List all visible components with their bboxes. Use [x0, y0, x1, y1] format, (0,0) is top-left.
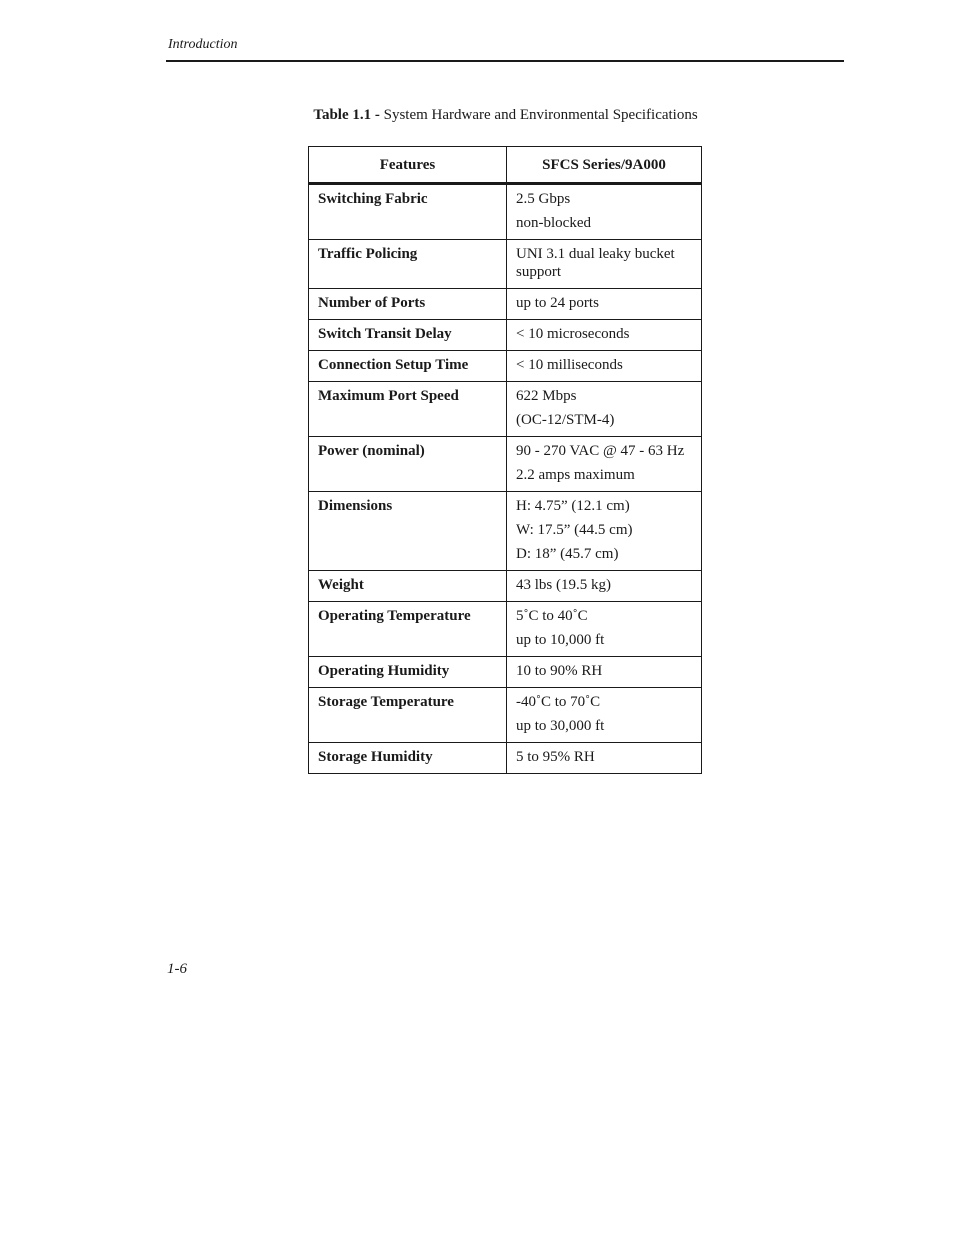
value-line: 2.2 amps maximum [516, 467, 635, 483]
table-row [309, 571, 702, 602]
running-head: Introduction [168, 37, 238, 52]
value-cell [507, 289, 702, 320]
table-row [309, 289, 702, 320]
value-cell [507, 437, 702, 492]
feature-cell: Connection Setup Time [309, 351, 507, 382]
value-line: -40˚C to 70˚C [516, 694, 601, 710]
feature-cell: Switching Fabric [309, 184, 507, 240]
feature-cell: Storage Temperature [309, 688, 507, 743]
feature-cell: Operating Humidity [309, 657, 507, 688]
value-line: 622 Mbps [516, 388, 577, 404]
table-caption-text: System Hardware and Environmental Specifications [383, 107, 698, 123]
table-row [309, 743, 702, 774]
feature-cell: Storage Humidity [309, 743, 507, 774]
table-row [309, 492, 702, 571]
feature-cell: Weight [309, 571, 507, 602]
value-line: (OC-12/STM-4) [516, 412, 615, 428]
value-line: 2.5 Gbps [516, 191, 571, 207]
value-line: 90 - 270 VAC @ 47 - 63 Hz [516, 443, 685, 459]
value-line: H: 4.75” (12.1 cm) [516, 498, 630, 514]
table-row [309, 184, 702, 240]
value-cell [507, 657, 702, 688]
table-row [309, 437, 702, 492]
spec-table [308, 146, 702, 774]
value-cell [507, 351, 702, 382]
table-row [309, 320, 702, 351]
value-line: D: 18” (45.7 cm) [516, 546, 619, 562]
table-caption [0, 107, 954, 124]
feature-cell: Traffic Policing [309, 240, 507, 289]
value-cell [507, 688, 702, 743]
table-row [309, 602, 702, 657]
value-line: 5˚C to 40˚C [516, 608, 588, 624]
spec-table-body [309, 184, 702, 774]
value-line: non-blocked [516, 215, 591, 231]
table-header-row [309, 147, 702, 184]
feature-cell: Maximum Port Speed [309, 382, 507, 437]
value-line: up to 30,000 ft [516, 718, 605, 734]
value-cell [507, 320, 702, 351]
table-row [309, 240, 702, 289]
table-row [309, 351, 702, 382]
table-row [309, 657, 702, 688]
feature-cell: Switch Transit Delay [309, 320, 507, 351]
feature-cell: Dimensions [309, 492, 507, 571]
feature-cell: Number of Ports [309, 289, 507, 320]
page-number: 1-6 [167, 961, 187, 977]
value-line: 43 lbs (19.5 kg) [516, 577, 611, 593]
value-line: 10 to 90% RH [516, 663, 603, 679]
value-line: 5 to 95% RH [516, 749, 595, 765]
table-row [309, 688, 702, 743]
feature-cell: Operating Temperature [309, 602, 507, 657]
value-line: W: 17.5” (44.5 cm) [516, 522, 633, 538]
header-rule [166, 60, 844, 62]
feature-cell: Power (nominal) [309, 437, 507, 492]
value-cell [507, 240, 702, 289]
column-header-product: SFCS Series/9A000 [507, 147, 702, 184]
value-cell [507, 382, 702, 437]
value-cell [507, 571, 702, 602]
value-line: up to 24 ports [516, 295, 599, 311]
table-row [309, 382, 702, 437]
column-header-features: Features [309, 147, 507, 184]
value-line: UNI 3.1 dual leaky bucket support [516, 246, 675, 280]
value-line: < 10 microseconds [516, 326, 630, 342]
value-cell [507, 743, 702, 774]
value-line: up to 10,000 ft [516, 632, 605, 648]
value-cell [507, 602, 702, 657]
value-line: < 10 milliseconds [516, 357, 623, 373]
table-caption-label: Table 1.1 - [313, 107, 380, 123]
value-cell [507, 184, 702, 240]
value-cell [507, 492, 702, 571]
